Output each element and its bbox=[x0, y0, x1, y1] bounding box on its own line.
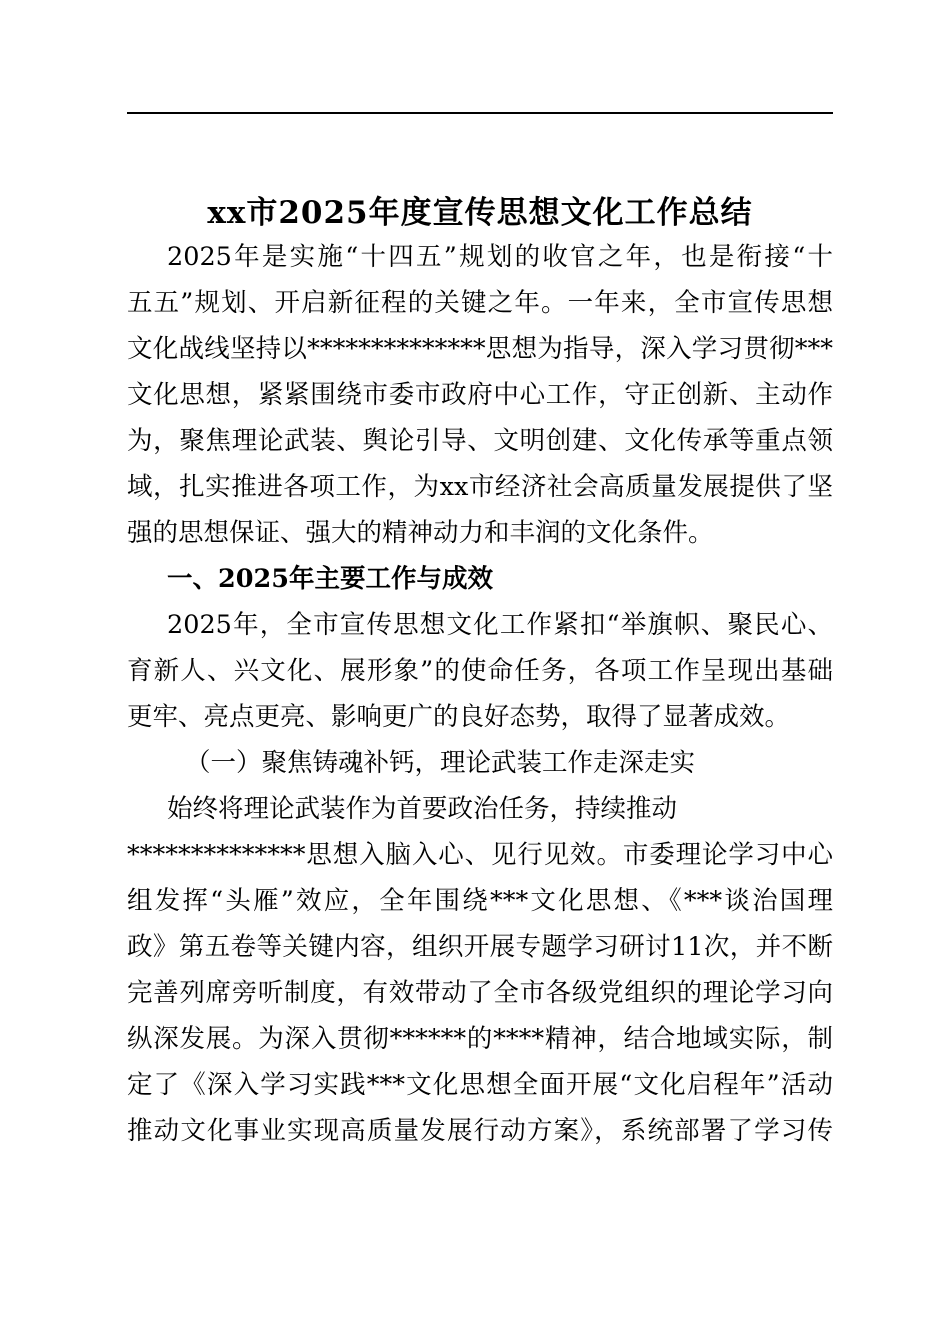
document-body bbox=[127, 234, 833, 1154]
paragraph-line: 推动文化事业实现高质量发展行动方案》，系统部署了学习传 bbox=[127, 1116, 833, 1146]
paragraph-line: 文化战线坚持以**************思想为指导，深入学习贯彻*** bbox=[127, 334, 833, 364]
paragraph-line: 域，扎实推进各项工作，为xx市经济社会高质量发展提供了坚 bbox=[127, 472, 833, 502]
paragraph-line: 2025年是实施“十四五”规划的收官之年，也是衔接“十 bbox=[167, 242, 833, 272]
paragraph-line: 为，聚焦理论武装、舆论引导、文明创建、文化传承等重点领 bbox=[127, 426, 833, 456]
paragraph-line: 文化思想，紧紧围绕市委市政府中心工作，守正创新、主动作 bbox=[127, 380, 833, 410]
paragraph-line: 五五”规划、开启新征程的关键之年。一年来，全市宣传思想 bbox=[127, 288, 833, 318]
subsection-heading: （一）聚焦铸魂补钙，理论武装工作走深走实 bbox=[185, 748, 696, 778]
paragraph-line: **************思想入脑入心、见行见效。市委理论学习中心 bbox=[127, 840, 833, 870]
paragraph-line: 育新人、兴文化、展形象”的使命任务，各项工作呈现出基础 bbox=[127, 656, 833, 686]
paragraph-line: 始终将理论武装作为首要政治任务，持续推动 bbox=[167, 794, 678, 824]
document-title: xx市2025年度宣传思想文化工作总结 bbox=[207, 195, 753, 231]
paragraph-line: 2025年，全市宣传思想文化工作紧扣“举旗帜、聚民心、 bbox=[167, 610, 833, 640]
paragraph-line: 完善列席旁听制度，有效带动了全市各级党组织的理论学习向 bbox=[127, 978, 833, 1008]
paragraph-line: 政》第五卷等关键内容，组织开展专题学习研讨11次，并不断 bbox=[127, 932, 833, 962]
paragraph-line: 组发挥“头雁”效应，全年围绕***文化思想、《***谈治国理 bbox=[127, 886, 833, 916]
paragraph-line: 强的思想保证、强大的精神动力和丰润的文化条件。 bbox=[127, 518, 714, 548]
paragraph-line: 更牢、亮点更亮、影响更广的良好态势，取得了显著成效。 bbox=[127, 702, 791, 732]
paragraph-line: 纵深发展。为深入贯彻******的****精神，结合地域实际，制 bbox=[127, 1024, 833, 1054]
section-heading: 一、2025年主要工作与成效 bbox=[167, 564, 493, 594]
header-rule bbox=[127, 112, 833, 114]
paragraph-line: 定了《深入学习实践***文化思想全面开展“文化启程年”活动 bbox=[127, 1070, 833, 1100]
